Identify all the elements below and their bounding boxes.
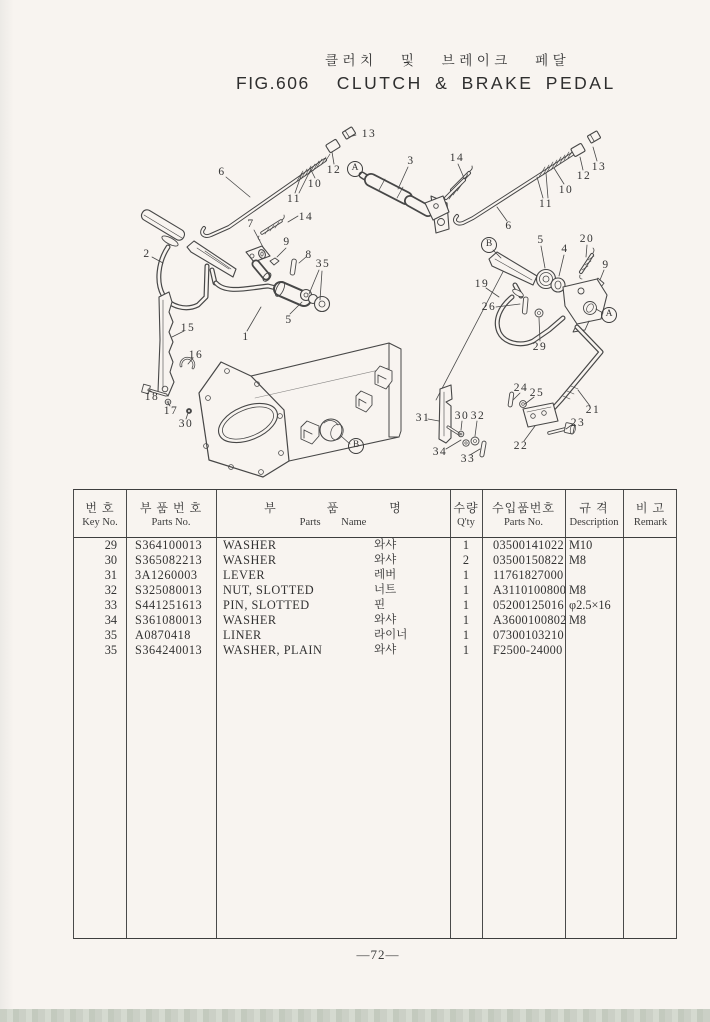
callout-29: 29 <box>532 341 548 353</box>
part-name-korean: 와샤 <box>374 539 397 551</box>
cell-parts-name <box>216 568 450 583</box>
callout-30: 30 <box>178 418 194 430</box>
callout-20: 20 <box>579 233 595 245</box>
callout-18: 18 <box>144 391 160 403</box>
callout-35: 35 <box>315 258 331 270</box>
cell-remark <box>623 598 678 613</box>
cell-import-parts-no: A3600100802 <box>493 613 567 627</box>
callout-12: 12 <box>576 170 592 182</box>
page-number: —72— <box>356 947 400 962</box>
callout-11: 11 <box>286 193 302 205</box>
header-remark: 비 고 Remark <box>633 501 668 528</box>
cell-remark <box>623 613 678 628</box>
callout-6: 6 <box>505 220 513 232</box>
cell-description <box>565 568 623 583</box>
cell-remark <box>623 553 678 568</box>
figure-number: FIG.606 <box>236 73 310 93</box>
page-title-english: CLUTCH & BRAKE PEDAL <box>336 73 616 93</box>
callout-32: 32 <box>470 410 486 422</box>
callout-22: 22 <box>513 440 529 452</box>
cell-import-parts-no: F2500-24000 <box>493 643 563 657</box>
cell-parts-no: S325080013 <box>135 583 203 597</box>
part-name-english: WASHER <box>223 538 277 552</box>
exploded-parts-diagram <box>0 0 710 500</box>
callout-33: 33 <box>460 453 476 465</box>
table-header <box>74 490 676 538</box>
cell-qty: 1 <box>462 598 470 612</box>
table-row <box>74 553 676 568</box>
cell-key-no: 29 <box>104 538 117 552</box>
callout-30: 30 <box>454 410 470 422</box>
callout-6: 6 <box>218 166 226 178</box>
cell-remark <box>623 583 678 598</box>
cell-description: M8 <box>569 583 587 597</box>
part-name-english: WASHER, PLAIN <box>223 643 323 657</box>
cell-description: φ2.5×16 <box>569 598 611 612</box>
callout-9: 9 <box>283 236 291 248</box>
part-name-korean: 라이너 <box>374 629 408 641</box>
cell-qty: 1 <box>462 538 470 552</box>
cell-parts-name <box>216 643 450 658</box>
callout-34: 34 <box>432 446 448 458</box>
cell-description: M8 <box>569 613 587 627</box>
callout-5: 5 <box>285 314 293 326</box>
cell-parts-name <box>216 553 450 568</box>
callout-11: 11 <box>538 198 554 210</box>
cell-import-parts-no: 11761827000 <box>493 568 564 582</box>
cell-key-no: 33 <box>104 598 117 612</box>
part-name-korean: 와샤 <box>374 644 397 656</box>
table-body <box>74 538 676 658</box>
page-title-korean: 클러치 및 브레이크 페달 <box>325 53 571 68</box>
cell-qty: 1 <box>462 583 470 597</box>
cell-parts-no: S364240013 <box>135 643 203 657</box>
part-name-english: NUT, SLOTTED <box>223 583 315 597</box>
cell-parts-name <box>216 613 450 628</box>
part-name-korean: 레버 <box>374 569 397 581</box>
part-name-english: WASHER <box>223 553 277 567</box>
cell-parts-no: 3A1260003 <box>135 568 198 582</box>
cell-key-no: 34 <box>104 613 117 627</box>
cell-import-parts-no: 07300103210 <box>493 628 564 642</box>
callout-19: 19 <box>474 278 490 290</box>
cell-remark <box>623 643 678 658</box>
cell-description: M8 <box>569 553 587 567</box>
part-name-korean: 핀 <box>374 599 386 611</box>
cell-parts-no: S365082213 <box>135 553 203 567</box>
part-name-english: LEVER <box>223 568 266 582</box>
part-name-english: WASHER <box>223 613 277 627</box>
section-marker-B: B <box>481 237 497 253</box>
cell-remark <box>623 568 678 583</box>
cell-qty: 1 <box>462 613 470 627</box>
section-marker-A: A <box>347 161 363 177</box>
cell-qty: 1 <box>462 628 470 642</box>
cell-remark <box>623 538 678 553</box>
cell-parts-no: S361080013 <box>135 613 203 627</box>
parts-table <box>73 489 677 939</box>
cell-parts-no: S441251613 <box>135 598 203 612</box>
cell-description <box>565 628 623 643</box>
callout-17: 17 <box>163 405 179 417</box>
table-row <box>74 643 676 658</box>
cell-key-no: 32 <box>104 583 117 597</box>
table-row <box>74 538 676 553</box>
cell-key-no: 30 <box>104 553 117 567</box>
cell-parts-no: A0870418 <box>135 628 191 642</box>
header-import-parts-no: 수입품번호 Parts No. <box>492 501 555 528</box>
callout-10: 10 <box>558 184 574 196</box>
callout-26: 26 <box>481 301 497 313</box>
table-row <box>74 628 676 643</box>
callout-14: 14 <box>298 211 314 223</box>
callout-12: 12 <box>326 164 342 176</box>
cell-parts-name <box>216 598 450 613</box>
cell-import-parts-no: A3110100800 <box>493 583 567 597</box>
cell-qty: 1 <box>462 568 470 582</box>
cell-parts-name <box>216 538 450 553</box>
callout-13: 13 <box>591 161 607 173</box>
cell-parts-name <box>216 628 450 643</box>
callout-25: 25 <box>529 387 545 399</box>
part-name-english: PIN, SLOTTED <box>223 598 310 612</box>
table-row <box>74 613 676 628</box>
section-marker-A: A <box>601 307 617 323</box>
table-row <box>74 568 676 583</box>
header-parts-no: 부 품 번 호 Parts No. <box>139 501 203 528</box>
part-name-korean: 와샤 <box>374 614 397 626</box>
cell-description <box>565 643 623 658</box>
cell-description: M10 <box>569 538 593 552</box>
header-parts-name: 부 품 명 Parts Name <box>264 501 402 528</box>
callout-24: 24 <box>513 382 529 394</box>
cell-qty: 2 <box>462 553 470 567</box>
part-name-korean: 너트 <box>374 584 397 596</box>
callout-3: 3 <box>407 155 415 167</box>
callout-8: 8 <box>305 249 313 261</box>
header-key-no: 번 호 Key No. <box>82 501 118 528</box>
table-row <box>74 598 676 613</box>
section-marker-B: B <box>348 438 364 454</box>
cell-key-no: 35 <box>104 628 117 642</box>
cell-import-parts-no: 03500141022 <box>493 538 564 552</box>
diagram-line-art <box>0 0 710 500</box>
callout-14: 14 <box>449 152 465 164</box>
callout-5: 5 <box>537 234 545 246</box>
callout-2: 2 <box>143 248 151 260</box>
header-qty: 수량 Q'ty <box>453 501 479 528</box>
cell-import-parts-no: 03500150822 <box>493 553 564 567</box>
callout-9: 9 <box>602 259 610 271</box>
header-description: 규 격 Description <box>569 501 619 528</box>
cell-remark <box>623 628 678 643</box>
cell-parts-no: S364100013 <box>135 538 203 552</box>
callout-13: 13 <box>361 128 377 140</box>
scan-bottom-strip <box>0 1009 710 1022</box>
cell-parts-name <box>216 583 450 598</box>
callout-16: 16 <box>188 349 204 361</box>
callout-4: 4 <box>561 243 569 255</box>
callout-31: 31 <box>415 412 431 424</box>
table-row <box>74 583 676 598</box>
cell-qty: 1 <box>462 643 470 657</box>
cell-key-no: 31 <box>104 568 117 582</box>
part-name-korean: 와샤 <box>374 554 397 566</box>
callout-1: 1 <box>242 331 250 343</box>
part-name-english: LINER <box>223 628 262 642</box>
cell-import-parts-no: 05200125016 <box>493 598 564 612</box>
callout-7: 7 <box>247 218 255 230</box>
callout-10: 10 <box>307 178 323 190</box>
callout-21: 21 <box>585 404 601 416</box>
callout-23: 23 <box>570 417 586 429</box>
cell-key-no: 35 <box>104 643 117 657</box>
callout-15: 15 <box>180 322 196 334</box>
